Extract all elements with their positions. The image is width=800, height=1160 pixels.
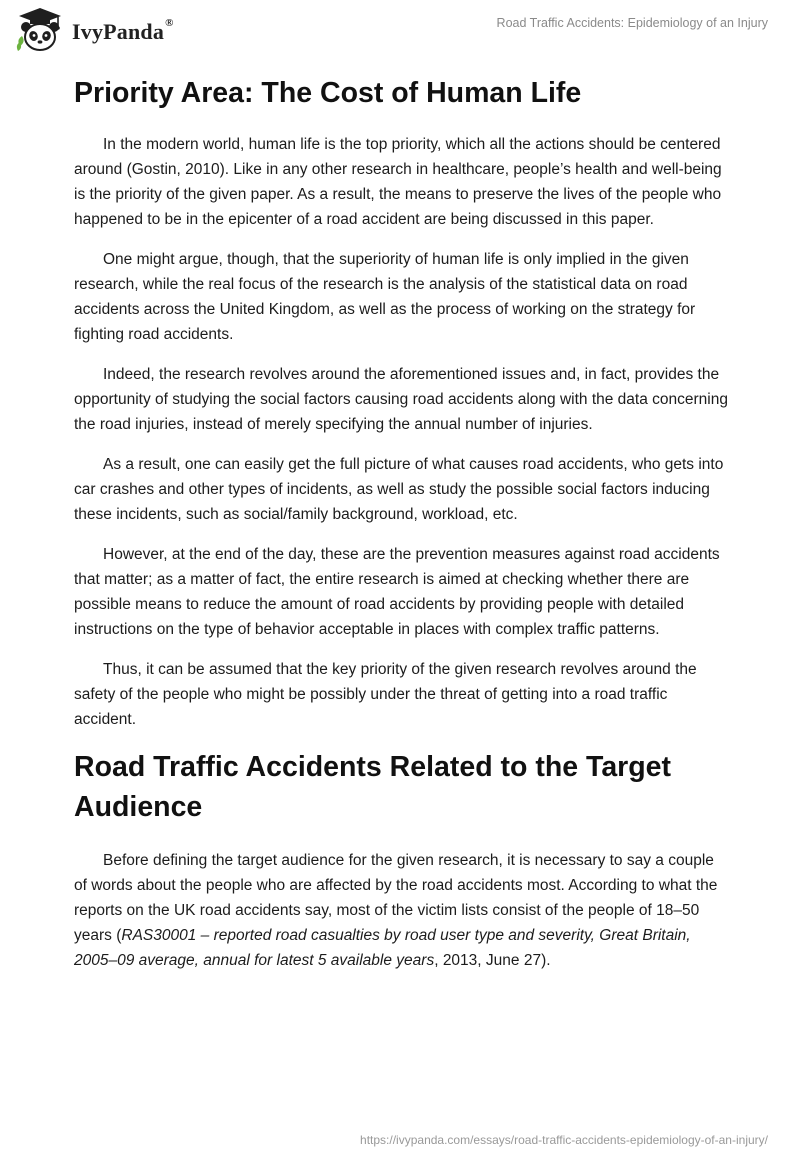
paragraph: In the modern world, human life is the top priority, which all the actions should be centered around (Gostin, 2010). Like in any other research in healthcare, people’s health and well-being is the priority of the given paper. As a result, the means to preserve the lives of the people who happened to be in the epicenter of a road accident are being discussed in this paper.: [74, 136, 722, 228]
section-heading-priority-area: Priority Area: The Cost of Human Life: [74, 77, 582, 109]
paragraph: As a result, one can easily get the full picture of what causes road accidents, who gets into car crashes and other types of incidents, as well as study the possible social factors inducing these incidents, such as social/family background, workload, etc.: [74, 456, 724, 523]
ivypanda-logo[interactable]: [14, 6, 174, 54]
section-heading-target-audience: Road Traffic Accidents Related to the Target Audience: [74, 751, 672, 823]
paragraph: One might argue, though, that the superiority of human life is only implied in the given research, while the real focus of the research is the analysis of the statistical data on road accidents across the United Kingdom, as well as the process of working on the strategy for fighting road accidents.: [74, 251, 696, 343]
paragraph: However, at the end of the day, these are the prevention measures against road accidents that matter; as a matter of fact, the entire research is aimed at checking whether there are possible means to reduce the amount of road accidents by providing people with detailed instructions on the type of behavior acceptable in places with complex traffic patterns.: [74, 546, 720, 638]
essay-content: [74, 70, 730, 988]
source-url[interactable]: https://ivypanda.com/essays/road-traffic-accidents-epidemiology-of-an-injury/: [360, 1133, 768, 1147]
logo-text: IvyPanda®: [72, 17, 174, 44]
document-title: Road Traffic Accidents: Epidemiology of an Injury: [496, 16, 768, 30]
citation-date: , 2013, June 27).: [434, 952, 551, 969]
page-header: [0, 0, 800, 60]
panda-graduate-icon: [14, 6, 66, 54]
paragraph: Indeed, the research revolves around the aforementioned issues and, in fact, provides the opportunity of studying the social factors causing road accidents along with the data concerning the road injuries, instead of merely specifying the annual number of injuries.: [74, 366, 728, 433]
paragraph-text: Before defining the target audience for the given research, it is necessary to say a couple of words about the people who are affected by the road accidents most. According to what the reports on the UK road accidents say, most of the victim lists consist of the people of 18–50 years (: [74, 852, 718, 944]
paragraph: Thus, it can be assumed that the key priority of the given research revolves around the safety of the people who might be possibly under the threat of getting into a road traffic accident.: [74, 661, 697, 728]
paragraph-with-citation: [74, 848, 730, 973]
citation-title: RAS30001 – reported road casualties by road user type and severity, Great Britain, 2005–09 average, annual for latest 5 available years: [74, 927, 691, 969]
